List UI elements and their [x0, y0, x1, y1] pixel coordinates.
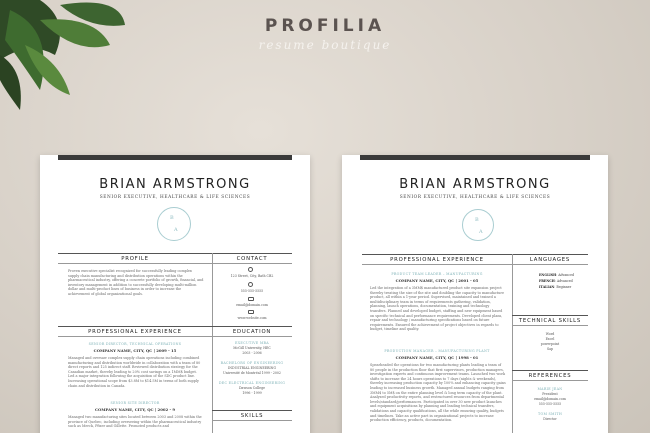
monogram-first: B [475, 217, 479, 223]
language-name: FRENCH [539, 279, 555, 283]
monogram-second: A [479, 229, 483, 235]
skill-item: Sap [546, 347, 554, 351]
contact-website: www.website.com [237, 316, 267, 320]
divider [512, 380, 588, 381]
section-references: REFERENCES [528, 373, 572, 379]
top-bar [58, 155, 292, 160]
column-divider [212, 253, 213, 433]
profile-text: Proven executive specialist recognized for successfully leading complex supply chain manufacturing and distribution operations within the pharmaceutical industry, offering a concrete portfolio of growth, financial, and inventory management in addition to successfully developing multi-million dollar and multi-product lines of business in order to increase the achievement of global organizational goals. [68, 269, 204, 296]
edu-school: Dawson College [238, 386, 265, 390]
skill-item: Excel [545, 337, 555, 341]
job-role: SENIOR SITE DIRECTOR [110, 401, 160, 405]
monogram-second: A [174, 227, 178, 233]
top-bar [360, 155, 590, 160]
brand-tagline: resume boutique [258, 38, 392, 52]
job-company: COMPANY NAME, CITY, QC | 2009 - 15 [93, 348, 177, 353]
job-company: COMPANY NAME, CITY, QC | 1998 - 01 [395, 355, 479, 360]
job-description: Managed and oversaw complex supply chain operations including combined manufacturing and distribution worldwide in collaboration with a team of 80 direct reports and 125 indirect staff. Reviewed distribution strategy for the Canadian market, thereby leading to 20% cost savings on a 1MM$ budget. Led a major integration following the acquisition of the SDC product line. Increasing operational scope from $3.8M to $14.5M in terms of both supply chain and distribution in Canada. [68, 356, 201, 388]
divider [212, 420, 292, 421]
language-item: FRENCH: Advanced [539, 279, 573, 283]
divider [58, 263, 292, 264]
divider [362, 264, 588, 265]
language-name: ENGLISH [539, 273, 557, 277]
plant-decoration [0, 0, 130, 120]
job-company: COMPANY NAME, CITY, QC | 2001 - 05 [395, 278, 479, 283]
reference-phone: 555-555-5555 [538, 402, 562, 406]
section-profile: PROFILE [121, 256, 149, 262]
reference-name: TOM SMITH [537, 412, 563, 416]
brand-header [210, 16, 440, 52]
contact-phone: 555-555-5555 [240, 289, 264, 293]
location-icon [248, 267, 253, 272]
edu-degree: DEC ELECTRICAL ENGINEERING [218, 381, 286, 385]
section-technical-skills: TECHNICAL SKILLS [518, 318, 582, 324]
section-education: EDUCATION [232, 329, 272, 335]
section-contact: CONTACT [236, 256, 268, 262]
section-languages: LANGUAGES [529, 257, 571, 263]
edu-school: McGill University, HEC [233, 346, 271, 350]
reference-title: President [542, 392, 558, 396]
divider [58, 253, 292, 254]
resume-page-1 [40, 155, 310, 433]
job-description: Managed two manufacturing sites located between 2003 and 2008 within the province of Quebec, including overseeing within the pharmaceutical industry such as Merck, Pfizer and Gillette. Promoted products and [68, 415, 202, 429]
job-role: PRODUCT TEAM LEADER – MANUFACTURING [391, 272, 483, 276]
job-company: COMPANY NAME, CITY, QC | 2002 - 9 [95, 407, 175, 412]
resume-subtitle: SENIOR EXECUTIVE, HEALTHCARE & LIFE SCIENCES [399, 195, 551, 200]
resume-page-2 [342, 155, 608, 433]
phone-icon [248, 282, 253, 287]
resume-name: BRIAN ARMSTRONG [99, 177, 251, 192]
reference-title: Director [543, 417, 557, 421]
skill-item: powerpoint [540, 342, 560, 346]
job-role: SENIOR DIRECTOR, TECHNICAL OPERATIONS [88, 342, 182, 346]
language-level: Advanced [556, 279, 573, 283]
divider [512, 370, 588, 371]
contact-address: 123 Street, City, Bath CB2 [230, 274, 274, 278]
monogram [157, 207, 191, 241]
divider [512, 315, 588, 316]
edu-year: Université de Montréal 1999 - 2002 [223, 371, 281, 375]
divider [58, 326, 292, 327]
reference-name: MARIE JEAN [537, 387, 563, 391]
divider [512, 325, 588, 326]
divider [212, 410, 292, 411]
job-role: PRODUCTION MANAGER – MANUFACTURING PLANT [384, 349, 490, 353]
language-item: ITALIAN: Beginner [539, 285, 572, 289]
language-name: ITALIAN [539, 285, 555, 289]
monogram [462, 209, 494, 241]
section-skills: SKILLS [240, 413, 264, 419]
divider [362, 254, 588, 255]
contact-email: email@domain.com [236, 303, 268, 307]
reference-email: email@domain.com [534, 397, 566, 401]
divider [58, 336, 292, 337]
language-level: Advanced [558, 273, 575, 277]
edu-year: 2003 - 2006 [242, 351, 262, 355]
edu-degree: BACHELORS OF ENGINEERING [220, 361, 284, 365]
edu-degree: EXECUTIVE MBA [235, 341, 269, 345]
brand-name: PROFILIA [264, 16, 386, 36]
language-level: Beginner [556, 285, 572, 289]
job-description: Spearheaded the operations for two manufacturing plants leading a team of 80 people in the production floor that first supervisors, production managers, investigation experts and continuous improvement teams. Launched two work shifts to increase the 24 hours operations to 7 days (nights & weekends), thereby increasing production capacity by 100% and enhancing capacity gains leading to increased business growth. Managed annual budgets ranging from 3MM$ to 5M$ on the entire planning level & long term capacity of the plant. Analyzed productivity reports, and restructured resources from departmental levels/standard/performances. Participated in over 30 new product launches and equipment acquisitions by planning and leading technical transfers, validations and capacity qualifications, all the while ensuring quality, budgets and timelines. Take an active part in organizational projects to increase production efficiency, products, documentation. [370, 363, 506, 423]
monogram-first: B [170, 215, 174, 221]
monitor-icon [248, 310, 254, 314]
email-icon [248, 297, 254, 301]
language-item: ENGLISH: Advanced [539, 273, 575, 277]
section-experience: PROFESSIONAL EXPERIENCE [88, 329, 182, 335]
section-experience: PROFESSIONAL EXPERIENCE [390, 257, 484, 263]
skill-item: Word [545, 332, 555, 336]
resume-name: BRIAN ARMSTRONG [399, 177, 551, 192]
edu-year: 1996 - 1999 [242, 391, 262, 395]
job-description: Led the integration of a 3MM$ manufactured product site expansion project thereby treating the size of the site and doubling the capacity to manufacture product, all within a 1-year period. Supervised, maintained and trained a multidisciplinary team in terms of requirements gathering, validation, planning, launch operations, documentation, training and technology transfers. Planned and developed budget, staffing and new equipment based on specific technical and performance requirements. Developed client plans, repair and technology / manufacturing specifications based on future requirements. Ensured the achievement of project objectives in regards to budget, timeline and quality. [370, 286, 504, 332]
resume-subtitle: SENIOR EXECUTIVE, HEALTHCARE & LIFE SCIENCES [99, 195, 251, 200]
edu-school: INDUSTRIAL ENGINEERING [227, 366, 277, 370]
